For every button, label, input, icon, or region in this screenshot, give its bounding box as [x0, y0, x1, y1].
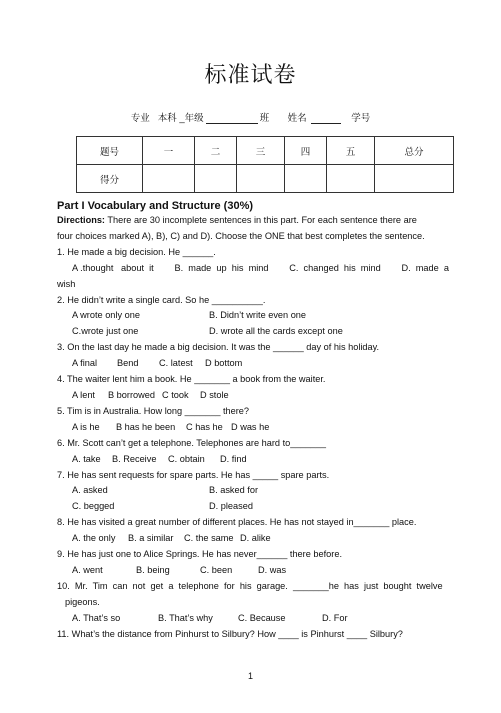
option[interactable]: A. the only: [72, 533, 116, 544]
header-cell: 题号: [77, 137, 143, 165]
option[interactable]: A .thought about it: [72, 262, 154, 273]
option[interactable]: B. Didn’t write even one: [209, 310, 307, 321]
option-wrap: wish: [57, 278, 76, 289]
score-cell[interactable]: [375, 165, 454, 193]
option[interactable]: C.wrote just one: [72, 326, 139, 337]
option[interactable]: D. was: [258, 564, 287, 575]
option[interactable]: B. being: [136, 564, 170, 575]
option[interactable]: A. asked: [72, 485, 108, 496]
question-stem: 2. He didn’t write a single card. So he __________.: [57, 294, 266, 305]
question-stem-wrap: pigeons.: [65, 596, 100, 607]
option[interactable]: D. For: [322, 612, 348, 623]
question-stem: 9. He has just one to Alice Springs. He has never______ there before.: [57, 549, 342, 560]
question-stem: 5. Tim is in Australia. How long _______ there?: [57, 405, 250, 416]
grade-label: _年级: [179, 113, 204, 124]
option[interactable]: B has he been: [116, 421, 176, 432]
option[interactable]: C. been: [200, 564, 233, 575]
option[interactable]: D stole: [200, 389, 229, 400]
option[interactable]: A is he: [72, 421, 100, 432]
section-title: Part I Vocabulary and Structure (30%): [57, 200, 254, 212]
directions-line: Directions: There are 30 incomplete sentences in this part. For each sentence there are: [57, 215, 417, 225]
option[interactable]: B. made up his mind: [174, 262, 269, 273]
student-id-label: 学号: [351, 113, 371, 124]
header-cell: 三: [237, 137, 285, 165]
question-stem: 1. He made a big decision. He ______.: [57, 246, 216, 257]
options-row: [57, 324, 449, 340]
options-row: [57, 261, 449, 277]
header-cell: 一: [143, 137, 195, 165]
major-label: 专业: [130, 113, 150, 124]
option[interactable]: A lent: [72, 389, 95, 400]
score-cell[interactable]: [285, 165, 327, 193]
option[interactable]: D. alike: [240, 533, 271, 544]
option[interactable]: D. find: [220, 453, 247, 464]
option[interactable]: D was he: [231, 421, 270, 432]
options-row: [57, 563, 449, 579]
name-blank[interactable]: [311, 113, 341, 124]
option[interactable]: C has he: [186, 421, 223, 432]
option[interactable]: B. a similar: [128, 533, 174, 544]
option[interactable]: C. latest: [159, 358, 193, 369]
option[interactable]: C. Because: [238, 612, 286, 623]
option[interactable]: D. made a: [401, 262, 449, 273]
options-row: [57, 420, 449, 436]
option[interactable]: B. Receive: [112, 453, 157, 464]
header-cell: 四: [285, 137, 327, 165]
options-row: [57, 611, 449, 627]
option[interactable]: Bend: [117, 358, 139, 369]
directions-line: four choices marked A), B), C) and D). Choose the ONE that best completes the sentence.: [57, 230, 425, 241]
option[interactable]: C. obtain: [168, 453, 205, 464]
options-row: [57, 388, 449, 404]
exam-title: 标准试卷: [204, 63, 297, 88]
question-stem: 10. Mr. Tim can not get a telephone for his garage. _______he has just bought twelve: [57, 580, 443, 591]
option[interactable]: C took: [162, 389, 189, 400]
question-stem: 7. He has sent requests for spare parts. He has _____ spare parts.: [57, 469, 330, 480]
question-stem: 11. What’s the distance from Pinhurst to Silbury? How ____ is Pinhurst ____ Silbury?: [57, 628, 403, 639]
option[interactable]: B borrowed: [108, 389, 155, 400]
score-table-header-row: [77, 137, 454, 165]
score-cell[interactable]: [237, 165, 285, 193]
question-stem: 3. On the last day he made a big decision. It was the ______ day of his holiday.: [57, 342, 380, 353]
score-row-label: 得分: [77, 165, 143, 193]
question-stem: 6. Mr. Scott can’t get a telephone. Telephones are hard to_______: [57, 437, 327, 448]
option[interactable]: B. asked for: [209, 485, 259, 496]
header-cell: 五: [327, 137, 375, 165]
score-cell[interactable]: [195, 165, 237, 193]
header-cell: 二: [195, 137, 237, 165]
option[interactable]: D bottom: [205, 358, 243, 369]
options-row: [57, 483, 449, 499]
option[interactable]: C. changed his mind: [289, 262, 381, 273]
score-cell[interactable]: [143, 165, 195, 193]
question-stem: 4. The waiter lent him a book. He _______ a book from the waiter.: [57, 374, 326, 385]
directions-label: Directions:: [57, 215, 105, 225]
page-number: 1: [247, 671, 253, 681]
option[interactable]: A wrote only one: [72, 310, 140, 321]
name-label: 姓名: [287, 113, 307, 124]
question-stem: 8. He has visited a great number of different places. He has not stayed in_______ place.: [57, 517, 417, 528]
option[interactable]: A. went: [72, 564, 103, 575]
header-cell: 总分: [375, 137, 454, 165]
score-cell[interactable]: [327, 165, 375, 193]
grade-blank[interactable]: [206, 113, 258, 124]
student-info-line: [0, 110, 501, 124]
option[interactable]: A final: [72, 358, 98, 369]
questions-body: [57, 213, 449, 642]
option[interactable]: C. the same: [184, 533, 234, 544]
option[interactable]: B. That’s why: [158, 612, 213, 623]
score-table: [76, 136, 454, 193]
option[interactable]: A. take: [72, 453, 101, 464]
options-row: [57, 308, 449, 324]
options-row: [57, 356, 449, 372]
options-row: [57, 531, 449, 547]
score-table-score-row: [77, 165, 454, 193]
options-row: [57, 452, 449, 468]
option[interactable]: C. begged: [72, 501, 115, 512]
class-label: 班: [259, 113, 270, 124]
option[interactable]: A. That’s so: [72, 612, 121, 623]
options-row: [57, 499, 449, 515]
option[interactable]: D. wrote all the cards except one: [209, 326, 343, 337]
option[interactable]: D. pleased: [209, 501, 253, 512]
level-label: 本科: [157, 113, 177, 124]
